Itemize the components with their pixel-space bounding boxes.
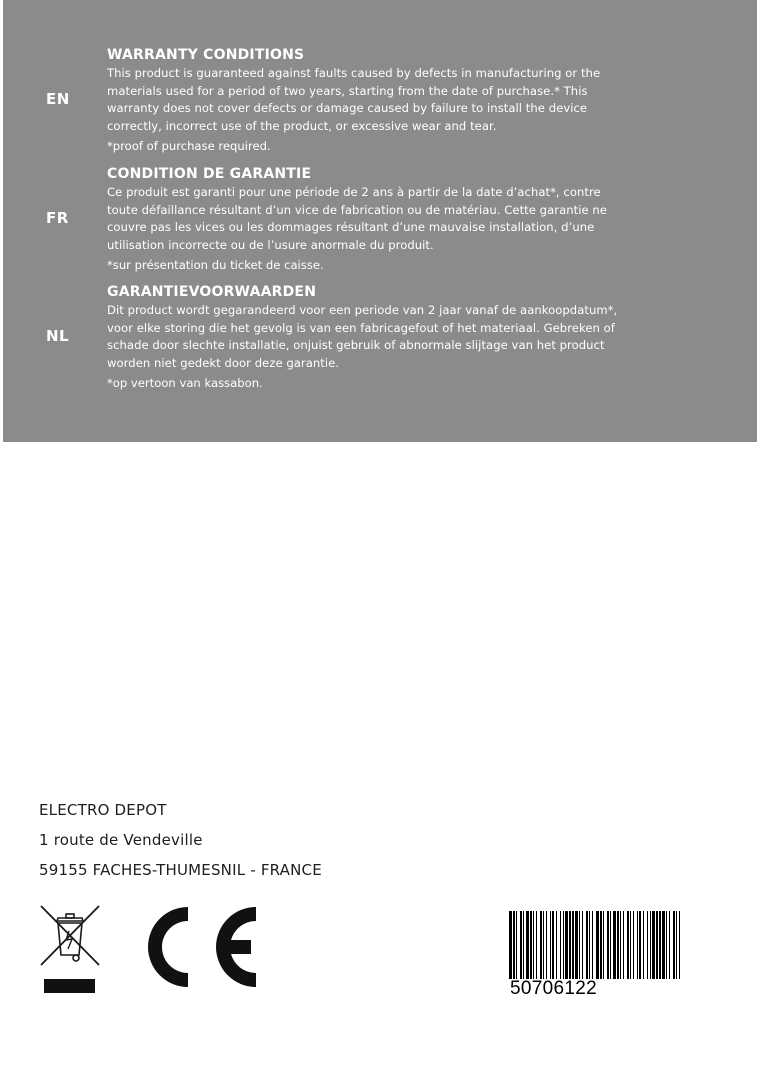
barcode-bar bbox=[586, 911, 588, 979]
barcode-bar bbox=[679, 911, 680, 979]
company-address bbox=[39, 795, 322, 885]
barcode-bar bbox=[669, 911, 670, 979]
crossed-out-wheelie-bin-icon bbox=[38, 903, 102, 993]
barcode-bar bbox=[563, 911, 564, 979]
warranty-body-nl: Dit product wordt gegarandeerd voor een periode van 2 jaar vanaf de aankoopdatum*, voor elke storing die het gevolg is van een fabricagefout of het materiaal. Gebreken of schade door slechte installatie, onjuist gebruik of abnormale slijtage van het product worden niet gedekt door deze garantie. bbox=[107, 303, 618, 370]
barcode-bar bbox=[623, 911, 624, 979]
barcode-bar bbox=[639, 911, 641, 979]
barcode-bar bbox=[582, 911, 583, 979]
barcode-bar bbox=[652, 911, 655, 979]
barcode-bar bbox=[600, 911, 602, 979]
barcode-bar bbox=[556, 911, 557, 979]
warranty-title-nl: GARANTIEVOORWAARDEN bbox=[107, 284, 317, 300]
barcode-bar bbox=[589, 911, 590, 979]
ce-mark-icon bbox=[131, 903, 261, 990]
barcode-bar bbox=[666, 911, 667, 979]
barcode-bar bbox=[637, 911, 638, 979]
barcode-bar bbox=[533, 911, 534, 979]
barcode-bar bbox=[650, 911, 651, 979]
barcode-bar bbox=[613, 911, 616, 979]
warranty-content-en bbox=[107, 45, 635, 155]
barcode-bar bbox=[592, 911, 593, 979]
warranty-title-fr: CONDITION DE GARANTIE bbox=[107, 166, 312, 182]
barcode-bar bbox=[516, 911, 517, 979]
warranty-title-en: WARRANTY CONDITIONS bbox=[107, 47, 305, 63]
barcode-bar bbox=[647, 911, 648, 979]
barcode-bar bbox=[565, 911, 568, 979]
barcode-bar bbox=[627, 911, 629, 979]
barcode-bar bbox=[662, 911, 665, 979]
barcode-number: 50706122 bbox=[510, 978, 597, 999]
barcode-bar bbox=[513, 911, 515, 979]
warranty-note-en: *proof of purchase required. bbox=[107, 139, 271, 154]
warranty-panel bbox=[3, 0, 757, 442]
barcode-bar bbox=[603, 911, 604, 979]
barcode-bar bbox=[656, 911, 658, 979]
language-code-en: EN bbox=[46, 90, 70, 108]
warranty-note-fr: *sur présentation du ticket de caisse. bbox=[107, 258, 324, 273]
barcode-bar bbox=[572, 911, 574, 979]
address-street: 1 route de Vendeville bbox=[39, 831, 203, 849]
barcode-bar bbox=[607, 911, 609, 979]
barcode-bar bbox=[530, 911, 532, 979]
language-code-fr: FR bbox=[46, 209, 69, 227]
barcode-bar bbox=[575, 911, 578, 979]
warranty-content-fr bbox=[107, 164, 635, 274]
warranty-body-en: This product is guaranteed against faults caused by defects in manufacturing or the materials used for a period of two years, starting from the date of purchase.* This warranty does not cover defects or damage caused by failure to install the device correctly, incorrect use of the product, or excessive wear and tear. bbox=[107, 66, 601, 133]
barcode-bar bbox=[540, 911, 542, 979]
barcode-bar bbox=[579, 911, 580, 979]
barcode-bar bbox=[610, 911, 611, 979]
barcode-bar bbox=[543, 911, 544, 979]
barcode-bar bbox=[676, 911, 677, 979]
warranty-note-nl: *op vertoon van kassabon. bbox=[107, 376, 263, 391]
warranty-body-fr: Ce produit est garanti pour une période de 2 ans à partir de la date d’achat*, contre toute défaillance résultant d’un vice de fabrication ou de matériau. Cette garantie ne couvre pas les vices ou les dommages résultant d’une mauvaise installation, d’une utilisation incorrecte ou de l’usure anormale du produit. bbox=[107, 185, 607, 252]
barcode-image bbox=[508, 911, 681, 979]
barcode-bar bbox=[620, 911, 621, 979]
company-name: ELECTRO DEPOT bbox=[39, 801, 167, 819]
barcode-bar bbox=[546, 911, 547, 979]
barcode-bar bbox=[509, 911, 512, 979]
barcode-bar bbox=[520, 911, 522, 979]
barcode-bar bbox=[673, 911, 675, 979]
barcode-bar bbox=[550, 911, 551, 979]
barcode-bar bbox=[536, 911, 537, 979]
barcode-bar bbox=[630, 911, 631, 979]
barcode-bar bbox=[523, 911, 524, 979]
barcode-bar bbox=[643, 911, 644, 979]
barcode-bar bbox=[560, 911, 561, 979]
barcode-bar bbox=[552, 911, 554, 979]
barcode-bar bbox=[526, 911, 529, 979]
barcode-bar bbox=[617, 911, 619, 979]
barcode-bar bbox=[633, 911, 634, 979]
language-code-nl: NL bbox=[46, 327, 70, 345]
barcode-bar bbox=[596, 911, 599, 979]
address-city: 59155 FACHES-THUMESNIL - FRANCE bbox=[39, 861, 322, 879]
barcode-bar bbox=[569, 911, 571, 979]
barcode-bar bbox=[659, 911, 661, 979]
warranty-content-nl bbox=[107, 282, 635, 392]
